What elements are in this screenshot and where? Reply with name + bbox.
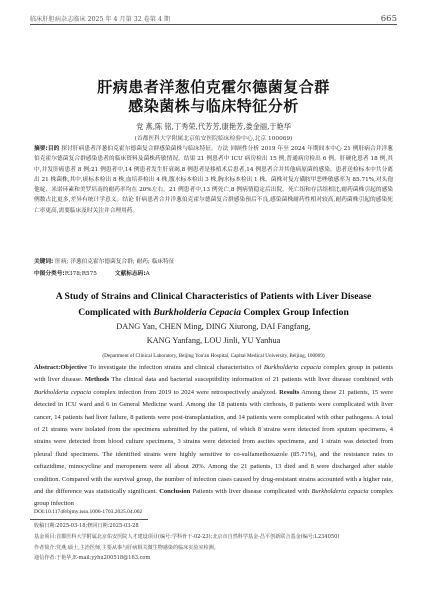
funding-note: 基金项目:首都医科大学附属北京佑安医院人才建设项目(编号:学科骨干-02-23);北京市自然科学基金-昌平创新联合基金(编号:L234050)	[34, 533, 340, 540]
classification-row	[34, 268, 393, 277]
clc-label: 中图分类号:	[34, 271, 65, 277]
english-affiliation: (Department of Clinical Laboratory, Beijing You'an Hospital, Capital Medical University, Beijing, 100069)	[102, 353, 325, 359]
english-authors-line-1: DANG Yan, CHEN Ming, DING Xiurong, DAI Fangfang,	[116, 322, 311, 331]
document-code-value: A	[145, 271, 150, 277]
clc-value: R378;R575	[64, 271, 97, 277]
received-date: 收稿日期:2025-03-18;修回日期:2025-03-28	[34, 523, 139, 529]
chinese-title-line-2: 感染菌株与临床特征分析	[128, 97, 299, 115]
objective-species: Burkholderia cepacia	[263, 364, 322, 371]
results-text: Among these 21 patients, 15 were detected in ICU ward and 6 in General Medicine ward. Among the 18 patients with cirrhosis, 8 patients were complicated with liver cancer, 14 patients had liver failure, 8 patients were post-transplantation, and 14 patients were complicated with other pathogens. A total of 21 strains were isolated from the specimens submitted by the patient, of which 8 strains were detected from sputum specimens, 4 strains were detected from blood culture specimens, 3 strains were detected from ascites specimens, and 1 strain was detected from pleural fluid specimens. The identified strains were highly sensitive to co-sulfamethoxazole (85.71%), and the resistance rates to ceftazidime, minocycline and meropenem were all about 20%. Among the 21 patients, 13 died and 8 were discharged after stable condition. Compared with the survival group, the number of infection cases caused by drug-resistant strains accounted with a higher rate, and the difference was statistically significant.	[34, 388, 393, 496]
document-code	[115, 268, 150, 277]
header-rule	[30, 24, 397, 25]
english-abstract	[34, 362, 393, 511]
conclusion-species: Burkholderia cepacia	[311, 488, 369, 496]
document-code-label: 文献标志码:	[114, 271, 146, 277]
journal-name: 临床肝胆病杂志临床 2025 年 4 月第 32 卷第 4 期	[30, 16, 171, 23]
objective-label: Objective	[60, 364, 88, 371]
chinese-abstract	[34, 144, 393, 216]
english-authors-line-2: KANG Yanfang, LOU Jinli, YU Yanhua	[146, 336, 281, 345]
methods-species: Burkholderia cepacia	[34, 388, 92, 396]
english-title-pre: Complicated with	[78, 307, 154, 318]
english-title-post: Complex Group Infection	[241, 307, 349, 318]
chinese-abstract-label: 摘要:目的	[34, 146, 60, 152]
footnotes	[34, 521, 397, 564]
chinese-authors: 党 燕,陈 铭,丁秀荣,代芳芳,康艳芳,娄金丽,于艳华	[136, 122, 291, 131]
page-number: 665	[380, 14, 397, 24]
results-label: Results	[279, 388, 300, 396]
methods-label: Methods	[84, 376, 110, 384]
conclusion-label: Conclusion	[159, 488, 191, 496]
chinese-keywords	[34, 256, 393, 265]
english-title-species: Burkholderia Cepacia	[153, 307, 242, 318]
conclusion-tail: complex group infection	[34, 488, 394, 508]
corresponding-author: 通信作者:于艳华,E-mail:yyhu200518@163.com	[34, 555, 151, 562]
methods-tail: complex infection from 2019 to 2024 were retrospectively analyzed.	[91, 388, 280, 396]
objective-tail: complex group in patients with liver disease.	[34, 364, 394, 384]
running-head	[30, 14, 397, 24]
objective-text: To investigate the infection strains and clinical characteristics of	[87, 364, 264, 371]
chinese-abstract-text: 探讨肝病患者洋葱伯克霍尔德菌复合群感染菌株与临床特征。方法 回顾性分析 2019 年至 2024 年期间本中心 21 例肝病合并洋葱伯克霍尔德菌复合群感染患者的临床资料及菌株药敏情况。结果 21 例患者中 ICU 病房检出 15 例,普通病房检出 6 例。肝硬化患者 18 例,其中,并发肝癌患者 8 例;21 例患者中,14 例患者发生肝衰竭,8 例患者是移植术后患者,14 例患者合并其他病原菌的感染。患者送检标本中共分离出 21 株菌株,其中,痰标本检出 8 株,血培养检出 4 株,腹水标本检出 3 株,胸水标本检出 1 株。菌株对复方磺胺甲恶唑敏感率为 85.71%,对头孢他啶、米诺环素和美罗培南的耐药率均在 20%左右。21 例患者中,13 例死亡,8 例病情稳定后出院。死亡组和存活组相比,耐药菌株引起的感染例数占比更多,差异有统计学意义。结论 肝病患者合并洋葱伯克霍尔德菌复合群感染预后不良,感染菌株耐药性相对较高,耐药菌株引起的感染死亡率更高,需要临床及时关注并合理用药。	[34, 146, 393, 214]
english-title-line-1: A Study of Strains and Clinical Characteristics of Patients with Liver Disease	[55, 291, 372, 302]
chinese-title-line-1: 肝病患者洋葱伯克霍尔德菌复合群	[97, 78, 330, 96]
clc-number	[34, 268, 97, 277]
keywords-label: 关键词:	[34, 259, 54, 265]
methods-text: The clinical data and bacterial susceptibility information of 21 patients with liver disease combined with	[109, 376, 393, 384]
doi: DOI:10.11748/bjmy.issn.1006-1703.2025.04.002	[34, 509, 143, 515]
footnote-rule	[30, 519, 148, 520]
conclusion-text: Patients with liver disease complicated with	[190, 488, 312, 496]
abstract-lead: Abstract:	[34, 364, 61, 371]
english-title-line-2	[30, 307, 397, 318]
chinese-affiliation: (首都医科大学附属北京佑安医院临床检验中心,北京 100069)	[134, 136, 293, 142]
author-bio: 作者简介:党燕,硕士,主治医师,主要从事与肝病相关微生物感染的临床实验室检测。	[34, 544, 219, 551]
keywords-text: 肝病; 洋葱伯克霍尔德菌复合群; 耐药; 临床特征	[55, 259, 175, 265]
